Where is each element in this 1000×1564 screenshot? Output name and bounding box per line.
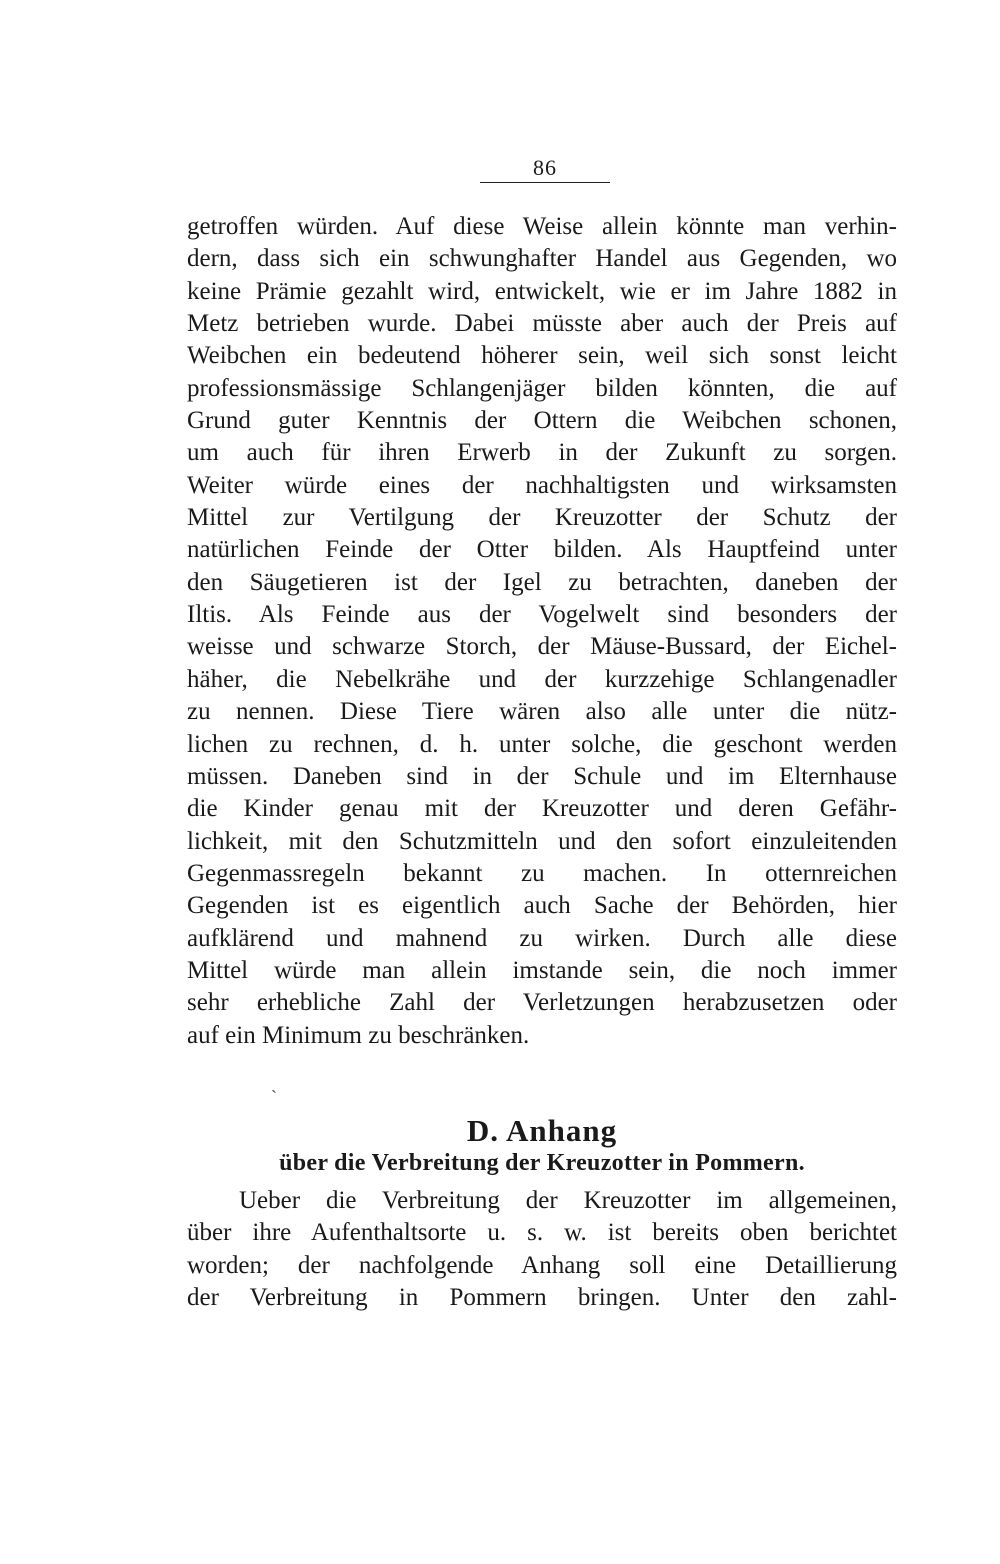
text-line: weisse und schwarze Storch, der Mäuse-Bussard, der Eichel-: [187, 633, 897, 661]
body-paragraph-1: [187, 211, 897, 1052]
body-paragraph-2: [187, 1185, 897, 1314]
text-line: Mittel würde man allein imstande sein, die noch immer: [187, 956, 897, 984]
text-line: den Säugetieren ist der Igel zu betrachten, daneben der: [187, 568, 897, 596]
text-line: Gegenmassregeln bekannt zu machen. In otternreichen: [187, 859, 897, 887]
text-line: Gegenden ist es eigentlich auch Sache der Behörden, hier: [187, 892, 897, 920]
text-line: natürlichen Feinde der Otter bilden. Als Hauptfeind unter: [187, 536, 897, 564]
text-line: über ihre Aufenthaltsorte u. s. w. ist bereits oben berichtet: [187, 1219, 897, 1247]
text-line: häher, die Nebelkrähe und der kurzzehige Schlangenadler: [187, 665, 897, 693]
text-line: die Kinder genau mit der Kreuzotter und deren Gefähr-: [187, 795, 897, 823]
text-line: um auch für ihren Erwerb in der Zukunft zu sorgen.: [187, 439, 897, 467]
text-line: worden; der nachfolgende Anhang soll eine Detaillierung: [187, 1251, 897, 1279]
page-number-rule: [480, 182, 610, 183]
text-line: keine Prämie gezahlt wird, entwickelt, wie er im Jahre 1882 in: [187, 277, 897, 305]
text-line: Metz betrieben wurde. Dabei müsste aber auch der Preis auf: [187, 310, 897, 338]
text-line: professionsmässige Schlangenjäger bilden könnten, die auf: [187, 374, 897, 402]
text-line: sehr erhebliche Zahl der Verletzungen herabzusetzen oder: [187, 989, 897, 1017]
text-line: Ueber die Verbreitung der Kreuzotter im allgemeinen,: [239, 1187, 897, 1214]
text-line: lichen zu rechnen, d. h. unter solche, die geschont werden: [187, 730, 897, 758]
stray-ink-mark: `: [271, 1087, 277, 1107]
text-line: müssen. Daneben sind in der Schule und im Elternhause: [187, 762, 897, 790]
text-line: Weibchen ein bedeutend höherer sein, weil sich sonst leicht: [187, 342, 897, 370]
text-line: auf ein Minimum zu beschränken.: [187, 1021, 530, 1049]
page-number: 86: [533, 155, 557, 180]
text-line: der Verbreitung in Pommern bringen. Unter den zahl-: [187, 1284, 897, 1312]
section-heading: D. Anhang: [466, 1113, 618, 1148]
text-line: getroffen würden. Auf diese Weise allein könnte man verhin-: [187, 213, 897, 240]
text-line: Mittel zur Vertilgung der Kreuzotter der Schutz der: [187, 504, 897, 532]
text-line: aufklärend und mahnend zu wirken. Durch alle diese: [187, 924, 897, 952]
text-line: lichkeit, mit den Schutzmitteln und den sofort einzuleitenden: [187, 827, 897, 855]
text-line: dern, dass sich ein schwunghafter Handel aus Gegenden, wo: [187, 245, 897, 273]
text-line: Weiter würde eines der nachhaltigsten und wirksamsten: [187, 471, 897, 499]
section-subheading: über die Verbreitung der Kreuzotter in Pommern.: [279, 1150, 805, 1176]
text-line: zu nennen. Diese Tiere wären also alle unter die nütz-: [187, 698, 897, 726]
text-line: Grund guter Kenntnis der Ottern die Weibchen schonen,: [187, 407, 897, 435]
text-line: Iltis. Als Feinde aus der Vogelwelt sind besonders der: [187, 601, 897, 629]
